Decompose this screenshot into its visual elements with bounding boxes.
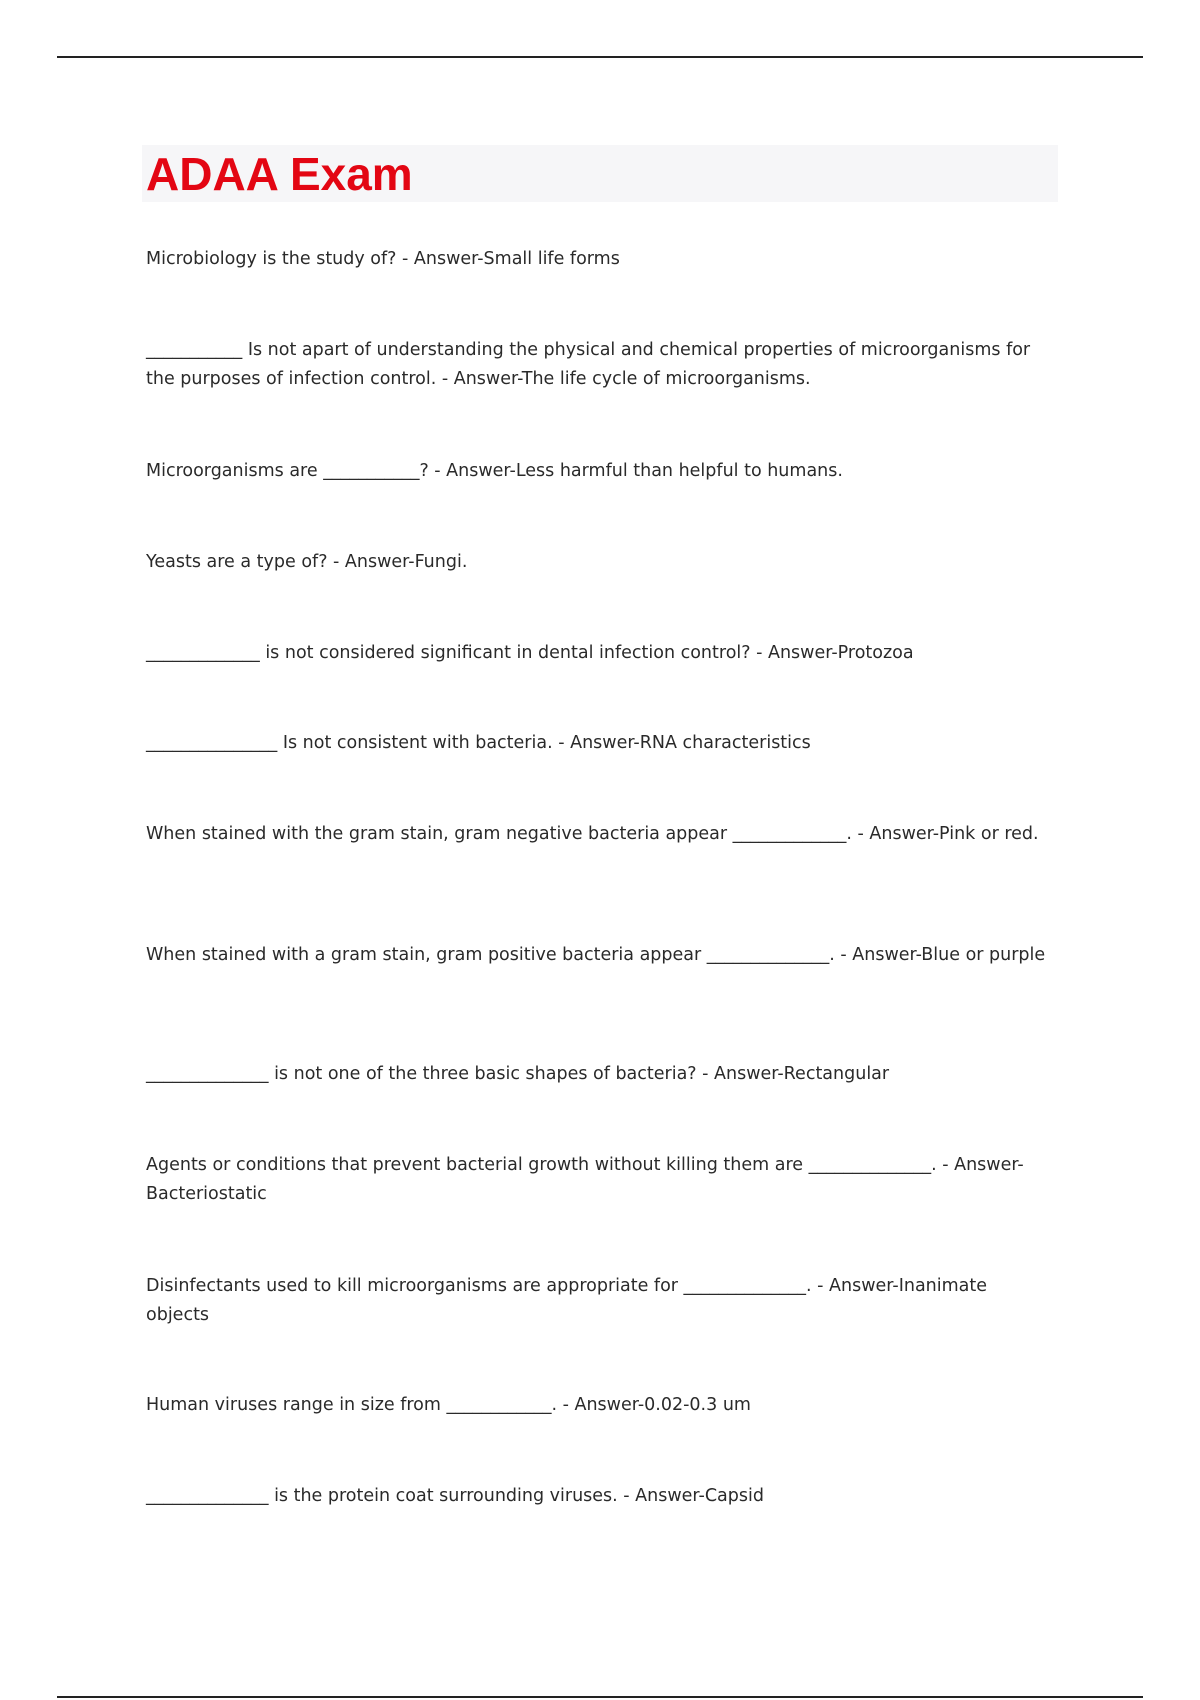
qa-item-3: Microorganisms are ___________? - Answer-Less harmful than helpful to humans. bbox=[146, 461, 843, 481]
qa-item-4: Yeasts are a type of? - Answer-Fungi. bbox=[146, 552, 468, 572]
qa-item-5: _____________ is not considered significant in dental infection control? - Answer-Protozoa bbox=[146, 643, 914, 663]
qa-item-2: ___________ Is not apart of understanding the physical and chemical properties of microorganisms for the purposes of infection control. - Answer-The life cycle of microorganisms. bbox=[146, 340, 1031, 389]
qa-item-7: When stained with the gram stain, gram negative bacteria appear _____________. - Answer-Pink or red. bbox=[146, 824, 1039, 844]
qa-item-9: ______________ is not one of the three basic shapes of bacteria? - Answer-Rectangular bbox=[146, 1064, 890, 1084]
qa-item-10: Agents or conditions that prevent bacterial growth without killing them are ______________. - Answer-Bacteriostatic bbox=[146, 1155, 1024, 1204]
qa-item-8: When stained with a gram stain, gram positive bacteria appear ______________. - Answer-Blue or purple bbox=[146, 945, 1046, 965]
bottom-rule bbox=[57, 1696, 1143, 1698]
page-title: ADAA Exam bbox=[146, 148, 413, 200]
qa-item-1: Microbiology is the study of? - Answer-Small life forms bbox=[146, 249, 620, 269]
title-band bbox=[142, 145, 1058, 202]
top-rule bbox=[57, 56, 1143, 58]
qa-item-6: _______________ Is not consistent with bacteria. - Answer-RNA characteristics bbox=[146, 733, 811, 753]
qa-item-11: Disinfectants used to kill microorganisms are appropriate for ______________. - Answer-Inanimate objects bbox=[146, 1276, 988, 1325]
qa-item-13: ______________ is the protein coat surrounding viruses. - Answer-Capsid bbox=[146, 1486, 764, 1506]
qa-item-12: Human viruses range in size from ____________. - Answer-0.02-0.3 um bbox=[146, 1395, 751, 1415]
